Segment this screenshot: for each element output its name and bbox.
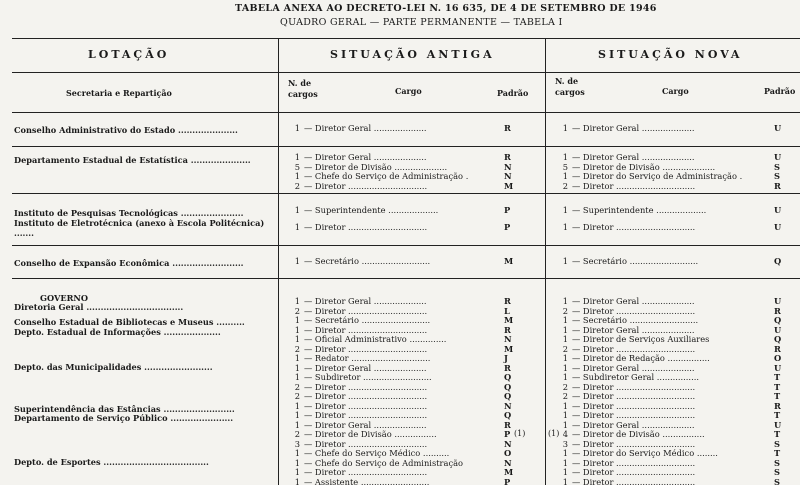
padrao-code: R [504,324,511,335]
section-conselho-administrativo: Conselho Administrativo do Estado ..................... [14,125,238,135]
cargo-title: — Diretor .............................. [304,467,428,477]
n-cargos-subheader-nova: N. de cargos [555,76,585,97]
section-diretoria-geral: Diretoria Geral .................................. [14,302,184,312]
padrao-code: S [774,476,780,485]
cargo-title: — Diretor .............................. [304,438,428,449]
cargo-title: — Diretor .............................. [572,438,696,449]
cargo-title: — Superintendente ................... [304,205,439,215]
cargo-title: — Subdiretor .......................... [304,372,432,382]
padrao-code: U [774,152,782,162]
cargo-title: — Diretor .............................. [572,410,696,420]
padrao-code: T [774,381,781,392]
cargo-count: 1 [562,400,568,411]
cargo-count: 1 [562,362,568,373]
cargo-title: — Diretor .............................. [572,391,696,401]
cargo-title: — Diretor Geral .................... [304,362,427,373]
padrao-code: O [504,448,512,458]
document-subtitle: QUADRO GERAL — PARTE PERMANENTE — TABELA I [280,17,563,28]
cargo-title: — Superintendente ................... [572,205,707,215]
padrao-code: R [774,305,781,316]
cargo-title: — Secretário .......................... [304,315,431,325]
cargo-title: — Diretor de Divisão ................ [572,429,705,439]
padrao-code: R [504,296,511,306]
cargo-title: — Diretor do Serviço de Administração . [572,171,743,181]
padrao-code: M [504,256,514,266]
padrao-code: T [774,448,781,458]
cargo-count: 1 [294,467,300,477]
cargo-count: 1 [562,334,568,344]
cargo-count: 1 [562,410,568,420]
padrao-code: S [774,457,780,468]
padrao-code: R [504,152,511,162]
padrao-code: U [774,362,782,373]
section-governo: GOVERNO [40,293,88,303]
cargo-count: 1 [294,410,300,420]
padrao-code: R [774,400,781,411]
rule-row3 [12,245,800,246]
cargo-count: 1 [294,296,300,306]
cargo-count: 1 [562,476,568,485]
padrao-code: R [774,180,781,191]
padrao-code: U [774,123,782,133]
padrao-code: O [774,353,782,363]
padrao-code: U [774,419,782,430]
section-informacoes: Depto. Estadual de Informações .................... [14,327,221,337]
cargo-title: — Chefe do Serviço Médico .......... [304,448,450,458]
rule-top [12,38,800,39]
padrao-code: U [774,205,782,215]
padrao-code: Q [504,372,512,382]
cargo-count: 1 [562,152,568,162]
cargo-count: 2 [562,381,568,392]
cargo-count: 2 [562,343,568,354]
cargo-title: — Diretor .............................. [572,381,696,392]
cargo-title: — Diretor .............................. [304,180,428,191]
cargo-count: 4 [562,429,568,439]
cargo-count: 1 [294,372,300,382]
padrao-code: N [504,457,512,468]
cargo-count: 2 [294,381,300,392]
cargo-count: 1 [562,256,568,266]
cargo-count: 3 [294,438,300,449]
cargo-title: — Diretor Geral .................... [572,123,695,133]
padrao-code: S [774,467,780,477]
cargo-count: 2 [294,343,300,354]
padrao-code: Q [504,391,512,401]
cargo-count: 1 [562,419,568,430]
padrao-code: M [504,467,514,477]
cargo-title: — Oficial Administrativo .............. [304,334,447,344]
cargo-title: — Chefe do Serviço de Administração [304,457,464,468]
padrao-code: R [504,123,511,133]
cargo-title: — Diretor Geral .................... [304,123,427,133]
padrao-code: S [774,161,780,172]
section-estancias: Superintendência das Estâncias ......................... [14,404,235,414]
rule-row1 [12,146,800,147]
cargo-count: 1 [294,334,300,344]
padrao-code: P [504,205,511,215]
cargo-count: 1 [294,324,300,335]
padrao-code: T [774,429,781,439]
cargo-title: — Secretário .......................... [304,256,431,266]
footnote-marker-antiga: (1) [514,429,526,438]
padrao-code: R [504,362,511,373]
padrao-code: N [504,161,512,172]
padrao-code: Q [504,410,512,420]
padrao-code: Q [504,381,512,392]
section-bibliotecas-museus: Conselho Estadual de Bibliotecas e Museus .......... [14,317,245,327]
cargo-title: — Diretor Geral .................... [572,296,695,306]
padrao-code: U [774,222,782,232]
cargo-count: 1 [562,315,568,325]
cargo-title: — Diretor Geral .................... [572,419,695,430]
padrao-code: S [774,171,780,181]
padrao-code: P [504,222,511,232]
cargo-title: — Diretor .............................. [572,305,696,316]
cargo-count: 1 [294,152,300,162]
padrao-code: J [504,353,508,363]
rule-colhead [12,72,800,73]
cargo-subheader-nova: Cargo [662,86,689,96]
cargo-count: 1 [562,324,568,335]
cargo-count: 1 [294,448,300,458]
cargo-count: 1 [562,222,568,232]
padrao-code: S [774,438,780,449]
cargo-count: 1 [562,123,568,133]
cargo-count: 1 [294,419,300,430]
cargo-count: 2 [294,305,300,316]
padrao-code: N [504,400,512,411]
cargo-count: 2 [294,391,300,401]
cargo-count: 2 [562,180,568,191]
cargo-count: 1 [562,171,568,181]
cargo-title: — Diretor .............................. [304,305,428,316]
cargo-title: — Diretor .............................. [304,222,428,232]
cargo-title: — Assistente .......................... [304,476,430,485]
padrao-code: U [774,324,782,335]
padrao-code: M [504,343,514,354]
cargo-title: — Diretor de Divisão .................... [304,161,448,172]
cargo-title: — Secretário .......................... [572,315,699,325]
cargo-count: 3 [562,438,568,449]
cargo-title: — Diretor .............................. [304,381,428,392]
table-frame [0,38,800,485]
cargo-title: — Diretor de Serviços Auxiliares [572,334,710,344]
cargo-title: — Diretor .............................. [572,467,696,477]
section-estatistica: Departamento Estadual de Estatística ..................... [14,155,251,165]
padrao-code: R [504,419,511,430]
padrao-subheader-antiga: Padrão [497,88,529,98]
cargo-title: — Diretor .............................. [304,343,428,354]
padrao-code: M [504,315,514,325]
cargo-count: 2 [562,305,568,316]
section-pesquisas-tecnologicas: Instituto de Pesquisas Tecnológicas ...................... [14,208,244,218]
padrao-code: N [504,171,512,181]
cargo-count: 1 [562,372,568,382]
cargo-title: — Diretor de Divisão ................ [304,429,437,439]
padrao-code: M [504,180,514,191]
cargo-title: — Diretor .............................. [304,400,428,411]
cargo-title: — Diretor .............................. [572,476,696,485]
padrao-code: Q [774,334,782,344]
section-eletrotecnica: Instituto de Eletrotécnica (anexo à Escola Politécnica) ....... [14,218,265,238]
n-cargos-subheader-antiga: N. de cargos [288,78,318,99]
cargo-count: 5 [294,161,300,172]
cargo-title: — Diretor .............................. [572,400,696,411]
cargo-title: — Diretor .............................. [304,410,428,420]
cargo-title: — Diretor .............................. [304,391,428,401]
padrao-code: T [774,391,781,401]
cargo-count: 2 [294,429,300,439]
cargo-title: — Diretor Geral .................... [572,324,695,335]
section-esportes: Depto. de Esportes ..................................... [14,457,209,467]
cargo-count: 1 [562,353,568,363]
cargo-count: 1 [294,256,300,266]
padrao-code: N [504,334,512,344]
cargo-title: — Redator .............................. [304,353,431,363]
rule-col-antiga [278,38,279,485]
cargo-title: — Diretor Geral .................... [572,152,695,162]
lotacao-header: LOTAÇÃO [88,48,170,61]
cargo-count: 1 [294,353,300,363]
antiga-header: SITUAÇÃO ANTIGA [330,48,495,61]
padrao-subheader-nova: Padrão [764,86,796,96]
padrao-code: T [774,372,781,382]
cargo-title: — Diretor .............................. [572,457,696,468]
padrao-code: R [774,343,781,354]
cargo-title: — Diretor Geral .................... [304,152,427,162]
cargo-count: 1 [294,362,300,373]
cargo-count: 2 [562,391,568,401]
cargo-count: 1 [294,315,300,325]
rule-subhead [12,112,800,113]
padrao-code: T [774,410,781,420]
rule-row2 [12,193,800,194]
padrao-code: Q [774,256,782,266]
cargo-count: 1 [294,222,300,232]
cargo-count: 5 [562,161,568,172]
section-municipalidades: Depto. das Municipalidades ........................ [14,362,213,372]
cargo-subheader-antiga: Cargo [395,86,422,96]
cargo-title: — Diretor .............................. [572,343,696,354]
cargo-title: — Diretor Geral .................... [304,296,427,306]
cargo-title: — Diretor do Serviço Médico ........ [572,448,718,458]
cargo-count: 1 [294,171,300,181]
padrao-code: P [504,429,511,439]
rule-col-nova [545,38,546,485]
cargo-count: 1 [294,205,300,215]
cargo-title: — Chefe do Serviço de Administração . [304,171,469,181]
footnote-marker-nova: (1) [548,429,560,438]
cargo-count: 1 [294,476,300,485]
cargo-title: — Subdiretor Geral ................ [572,372,699,382]
cargo-title: — Diretor .............................. [572,180,696,191]
padrao-code: U [774,296,782,306]
cargo-count: 1 [294,400,300,411]
padrao-code: Q [774,315,782,325]
cargo-title: — Diretor Geral .................... [304,419,427,430]
cargo-count: 1 [562,457,568,468]
cargo-title: — Secretário .......................... [572,256,699,266]
rule-row4 [12,278,800,279]
cargo-title: — Diretor de Redação ................ [572,353,710,363]
cargo-count: 1 [562,467,568,477]
cargo-title: — Diretor .............................. [304,324,428,335]
cargo-count: 2 [294,180,300,191]
cargo-count: 1 [294,123,300,133]
cargo-count: 1 [294,457,300,468]
section-expansao-economica: Conselho de Expansão Econômica ......................... [14,258,244,268]
section-servico-publico: Departamento de Serviço Público ...................... [14,413,234,423]
cargo-title: — Diretor .............................. [572,222,696,232]
cargo-count: 1 [562,205,568,215]
cargo-title: — Diretor Geral .................... [572,362,695,373]
padrao-code: P [504,476,511,485]
cargo-title: — Diretor de Divisão .................... [572,161,716,172]
document-title: TABELA ANEXA AO DECRETO-LEI N. 16 635, DE 4 DE SETEMBRO DE 1946 [235,3,657,14]
cargo-count: 1 [562,448,568,458]
secretaria-subheader: Secretaria e Repartição [66,88,172,98]
padrao-code: L [504,305,510,316]
cargo-count: 1 [562,296,568,306]
padrao-code: N [504,438,512,449]
nova-header: SITUAÇÃO NOVA [598,48,743,61]
